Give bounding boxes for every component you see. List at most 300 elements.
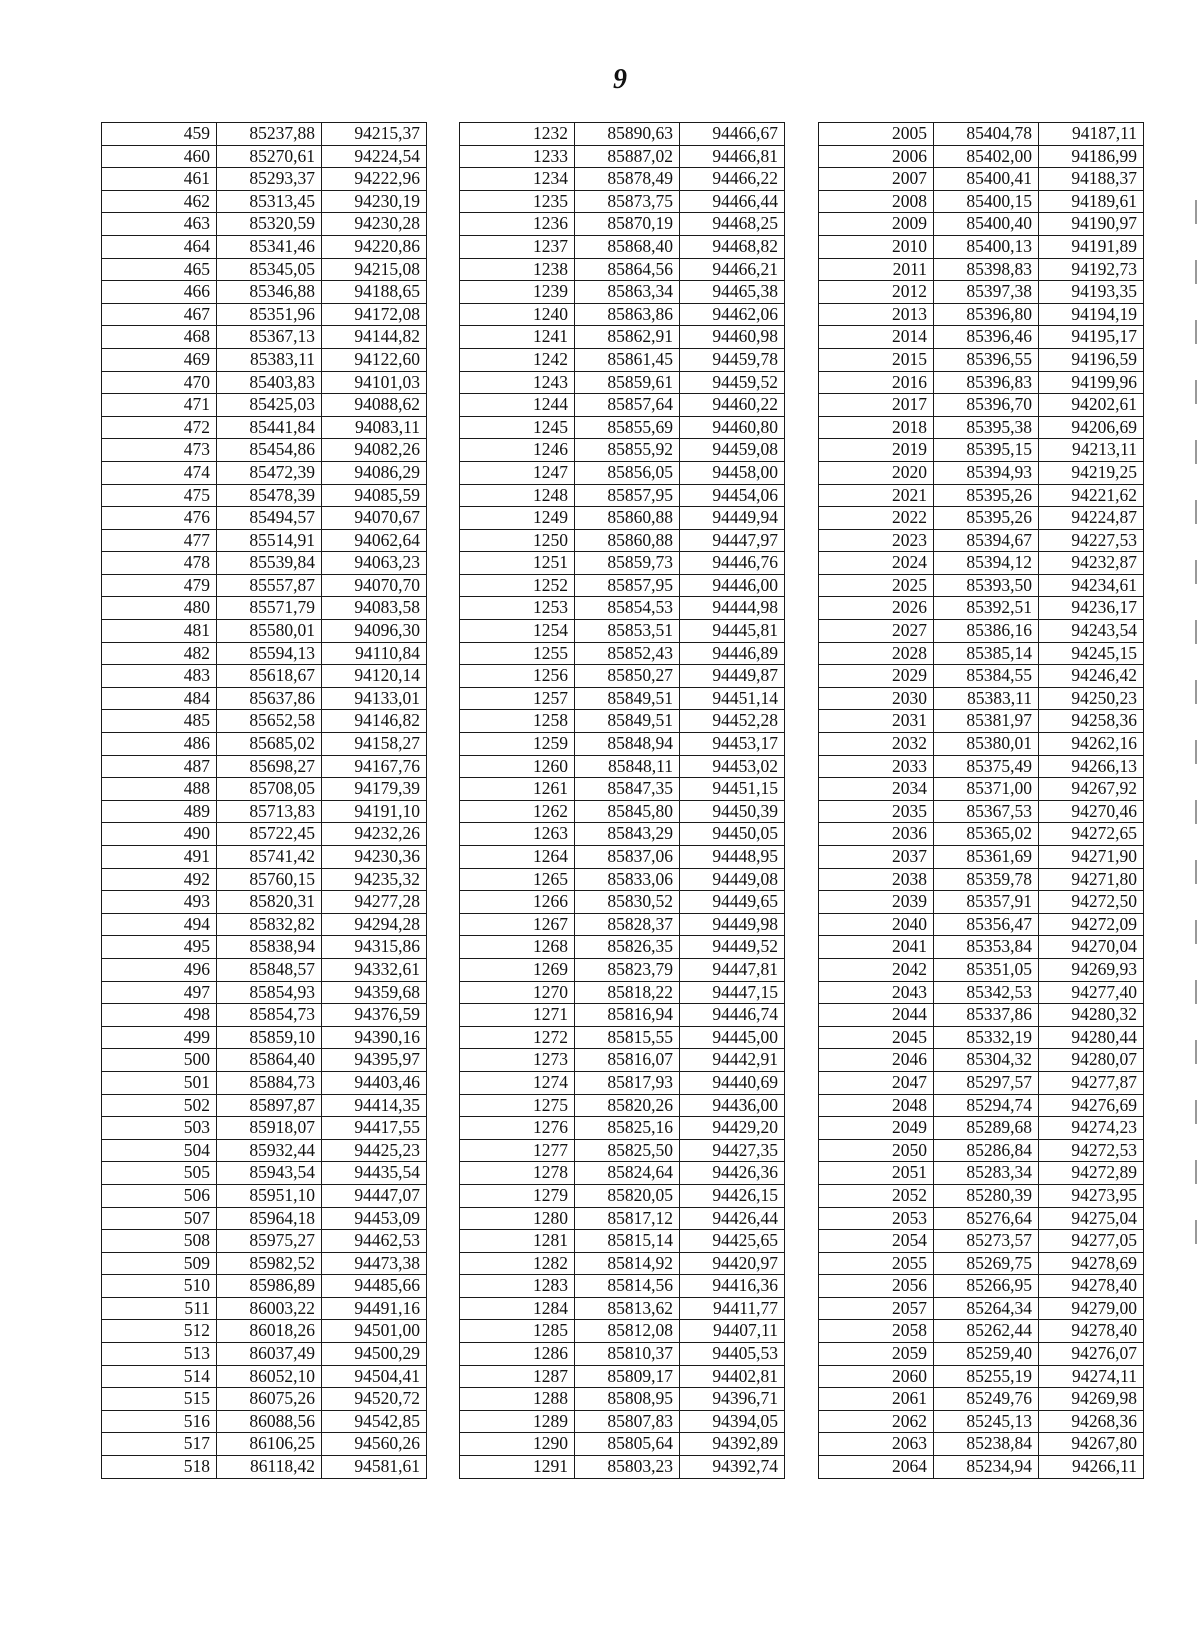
y-coordinate-cell: 94267,92 [1039,778,1144,801]
x-coordinate-cell: 85342,53 [934,981,1039,1004]
y-coordinate-cell: 94417,55 [322,1117,427,1140]
point-number-cell: 465 [102,258,217,281]
point-number-cell: 2018 [819,416,934,439]
y-coordinate-cell: 94269,98 [1039,1388,1144,1411]
table-row [460,1230,785,1253]
table-row [102,348,427,371]
point-number-cell: 1258 [460,710,575,733]
x-coordinate-cell: 85820,26 [575,1094,680,1117]
table-row [102,507,427,530]
coordinates-table-2 [459,122,785,1479]
point-number-cell: 484 [102,687,217,710]
point-number-cell: 489 [102,800,217,823]
table-row [102,755,427,778]
x-coordinate-cell: 85245,13 [934,1410,1039,1433]
y-coordinate-cell: 94426,15 [680,1184,785,1207]
table-row [819,800,1144,823]
table-row [460,1433,785,1456]
x-coordinate-cell: 85276,64 [934,1207,1039,1230]
table-row [102,461,427,484]
x-coordinate-cell: 85396,83 [934,371,1039,394]
point-number-cell: 1279 [460,1184,575,1207]
table-row [102,1388,427,1411]
table-row [102,258,427,281]
y-coordinate-cell: 94083,11 [322,416,427,439]
x-coordinate-cell: 85400,41 [934,168,1039,191]
y-coordinate-cell: 94396,71 [680,1388,785,1411]
y-coordinate-cell: 94425,23 [322,1139,427,1162]
point-number-cell: 1272 [460,1026,575,1049]
x-coordinate-cell: 85852,43 [575,642,680,665]
table-row [819,710,1144,733]
table-row [460,913,785,936]
y-coordinate-cell: 94453,09 [322,1207,427,1230]
x-coordinate-cell: 85837,06 [575,846,680,869]
table-row [102,190,427,213]
y-coordinate-cell: 94268,36 [1039,1410,1144,1433]
y-coordinate-cell: 94258,36 [1039,710,1144,733]
table-row [819,235,1144,258]
y-coordinate-cell: 94447,07 [322,1184,427,1207]
point-number-cell: 1236 [460,213,575,236]
point-number-cell: 1270 [460,981,575,1004]
point-number-cell: 471 [102,394,217,417]
x-coordinate-cell: 85857,95 [575,574,680,597]
x-coordinate-cell: 85975,27 [217,1230,322,1253]
table-row [819,1365,1144,1388]
point-number-cell: 505 [102,1162,217,1185]
y-coordinate-cell: 94272,50 [1039,891,1144,914]
table-row [102,552,427,575]
y-coordinate-cell: 94442,91 [680,1049,785,1072]
table-row [460,1388,785,1411]
point-number-cell: 513 [102,1343,217,1366]
x-coordinate-cell: 85843,29 [575,823,680,846]
x-coordinate-cell: 85266,95 [934,1275,1039,1298]
x-coordinate-cell: 85345,05 [217,258,322,281]
x-coordinate-cell: 85472,39 [217,461,322,484]
table-row [460,1207,785,1230]
y-coordinate-cell: 94083,58 [322,597,427,620]
table-row [819,620,1144,643]
y-coordinate-cell: 94449,08 [680,868,785,891]
table-row [460,123,785,146]
table-row [819,868,1144,891]
table-row [460,552,785,575]
x-coordinate-cell: 85816,94 [575,1004,680,1027]
table-row [819,687,1144,710]
y-coordinate-cell: 94446,89 [680,642,785,665]
point-number-cell: 1282 [460,1252,575,1275]
y-coordinate-cell: 94227,53 [1039,529,1144,552]
y-coordinate-cell: 94144,82 [322,326,427,349]
y-coordinate-cell: 94280,44 [1039,1026,1144,1049]
y-coordinate-cell: 94191,89 [1039,235,1144,258]
y-coordinate-cell: 94465,38 [680,281,785,304]
x-coordinate-cell: 85860,88 [575,529,680,552]
point-number-cell: 467 [102,303,217,326]
table-row [819,981,1144,1004]
y-coordinate-cell: 94158,27 [322,733,427,756]
point-number-cell: 518 [102,1456,217,1479]
y-coordinate-cell: 94062,64 [322,529,427,552]
table-row [102,913,427,936]
x-coordinate-cell: 85297,57 [934,1071,1039,1094]
table-row [819,733,1144,756]
x-coordinate-cell: 85817,12 [575,1207,680,1230]
point-number-cell: 2044 [819,1004,934,1027]
table-row [102,710,427,733]
table-row [460,733,785,756]
point-number-cell: 514 [102,1365,217,1388]
x-coordinate-cell: 85820,31 [217,891,322,914]
x-coordinate-cell: 85741,42 [217,846,322,869]
y-coordinate-cell: 94485,66 [322,1275,427,1298]
table-row [819,958,1144,981]
point-number-cell: 481 [102,620,217,643]
table-row [460,936,785,959]
point-number-cell: 464 [102,235,217,258]
x-coordinate-cell: 85828,37 [575,913,680,936]
point-number-cell: 2036 [819,823,934,846]
point-number-cell: 1283 [460,1275,575,1298]
point-number-cell: 1289 [460,1410,575,1433]
y-coordinate-cell: 94392,89 [680,1433,785,1456]
y-coordinate-cell: 94520,72 [322,1388,427,1411]
y-coordinate-cell: 94426,36 [680,1162,785,1185]
x-coordinate-cell: 86106,25 [217,1433,322,1456]
table-row [460,958,785,981]
table-row [102,958,427,981]
y-coordinate-cell: 94462,53 [322,1230,427,1253]
point-number-cell: 2049 [819,1117,934,1140]
point-number-cell: 2046 [819,1049,934,1072]
y-coordinate-cell: 94460,80 [680,416,785,439]
y-coordinate-cell: 94235,32 [322,868,427,891]
point-number-cell: 491 [102,846,217,869]
y-coordinate-cell: 94195,17 [1039,326,1144,349]
y-coordinate-cell: 94167,76 [322,755,427,778]
x-coordinate-cell: 85812,08 [575,1320,680,1343]
table-row [102,394,427,417]
point-number-cell: 1261 [460,778,575,801]
table-row [819,123,1144,146]
y-coordinate-cell: 94246,42 [1039,665,1144,688]
x-coordinate-cell: 85986,89 [217,1275,322,1298]
point-number-cell: 2017 [819,394,934,417]
point-number-cell: 2056 [819,1275,934,1298]
y-coordinate-cell: 94436,00 [680,1094,785,1117]
x-coordinate-cell: 85395,38 [934,416,1039,439]
point-number-cell: 493 [102,891,217,914]
table-row [102,213,427,236]
point-number-cell: 2026 [819,597,934,620]
point-number-cell: 497 [102,981,217,1004]
table-row [102,1094,427,1117]
point-number-cell: 1242 [460,348,575,371]
y-coordinate-cell: 94435,54 [322,1162,427,1185]
table-row [102,1139,427,1162]
x-coordinate-cell: 85652,58 [217,710,322,733]
table-row [102,1117,427,1140]
point-number-cell: 1249 [460,507,575,530]
table-row [819,1230,1144,1253]
x-coordinate-cell: 85383,11 [217,348,322,371]
x-coordinate-cell: 85813,62 [575,1297,680,1320]
table-row [460,168,785,191]
point-number-cell: 492 [102,868,217,891]
y-coordinate-cell: 94224,54 [322,145,427,168]
point-number-cell: 2060 [819,1365,934,1388]
x-coordinate-cell: 85862,91 [575,326,680,349]
point-number-cell: 2041 [819,936,934,959]
y-coordinate-cell: 94449,52 [680,936,785,959]
x-coordinate-cell: 85982,52 [217,1252,322,1275]
x-coordinate-cell: 85394,12 [934,552,1039,575]
x-coordinate-cell: 85454,86 [217,439,322,462]
table-row [102,1004,427,1027]
x-coordinate-cell: 85385,14 [934,642,1039,665]
x-coordinate-cell: 85367,53 [934,800,1039,823]
table-row [460,1275,785,1298]
y-coordinate-cell: 94230,28 [322,213,427,236]
point-number-cell: 472 [102,416,217,439]
y-coordinate-cell: 94277,28 [322,891,427,914]
scan-edge-mark [1195,200,1197,1260]
point-number-cell: 1268 [460,936,575,959]
point-number-cell: 517 [102,1433,217,1456]
point-number-cell: 1250 [460,529,575,552]
point-number-cell: 2055 [819,1252,934,1275]
x-coordinate-cell: 85808,95 [575,1388,680,1411]
x-coordinate-cell: 85494,57 [217,507,322,530]
point-number-cell: 1262 [460,800,575,823]
table-row [102,145,427,168]
x-coordinate-cell: 85273,57 [934,1230,1039,1253]
y-coordinate-cell: 94278,69 [1039,1252,1144,1275]
y-coordinate-cell: 94269,93 [1039,958,1144,981]
x-coordinate-cell: 85371,00 [934,778,1039,801]
point-number-cell: 479 [102,574,217,597]
x-coordinate-cell: 85873,75 [575,190,680,213]
point-number-cell: 1260 [460,755,575,778]
y-coordinate-cell: 94187,11 [1039,123,1144,146]
table-row [460,665,785,688]
x-coordinate-cell: 85722,45 [217,823,322,846]
x-coordinate-cell: 85918,07 [217,1117,322,1140]
table-row [460,800,785,823]
point-number-cell: 1247 [460,461,575,484]
table-row [460,484,785,507]
point-number-cell: 485 [102,710,217,733]
x-coordinate-cell: 85850,27 [575,665,680,688]
point-number-cell: 500 [102,1049,217,1072]
point-number-cell: 509 [102,1252,217,1275]
y-coordinate-cell: 94101,03 [322,371,427,394]
y-coordinate-cell: 94425,65 [680,1230,785,1253]
table-row [460,755,785,778]
x-coordinate-cell: 85539,84 [217,552,322,575]
x-coordinate-cell: 85964,18 [217,1207,322,1230]
point-number-cell: 483 [102,665,217,688]
point-number-cell: 478 [102,552,217,575]
y-coordinate-cell: 94276,69 [1039,1094,1144,1117]
point-number-cell: 476 [102,507,217,530]
x-coordinate-cell: 85857,95 [575,484,680,507]
point-number-cell: 515 [102,1388,217,1411]
point-number-cell: 2016 [819,371,934,394]
point-number-cell: 1288 [460,1388,575,1411]
x-coordinate-cell: 85847,35 [575,778,680,801]
x-coordinate-cell: 85859,10 [217,1026,322,1049]
x-coordinate-cell: 85580,01 [217,620,322,643]
x-coordinate-cell: 86118,42 [217,1456,322,1479]
table-row [460,823,785,846]
table-row [819,213,1144,236]
table-row [460,868,785,891]
y-coordinate-cell: 94449,65 [680,891,785,914]
table-row [102,1026,427,1049]
y-coordinate-cell: 94250,23 [1039,687,1144,710]
point-number-cell: 2038 [819,868,934,891]
table-row [460,597,785,620]
point-number-cell: 488 [102,778,217,801]
point-number-cell: 2029 [819,665,934,688]
x-coordinate-cell: 85824,64 [575,1162,680,1185]
table-row [102,936,427,959]
y-coordinate-cell: 94414,35 [322,1094,427,1117]
x-coordinate-cell: 85384,55 [934,665,1039,688]
x-coordinate-cell: 85289,68 [934,1117,1039,1140]
x-coordinate-cell: 85838,94 [217,936,322,959]
point-number-cell: 1275 [460,1094,575,1117]
table-row [460,1004,785,1027]
point-number-cell: 2053 [819,1207,934,1230]
y-coordinate-cell: 94542,85 [322,1410,427,1433]
x-coordinate-cell: 85863,86 [575,303,680,326]
y-coordinate-cell: 94266,11 [1039,1456,1144,1479]
point-number-cell: 1243 [460,371,575,394]
y-coordinate-cell: 94262,16 [1039,733,1144,756]
table-row [102,823,427,846]
table-row [460,1320,785,1343]
y-coordinate-cell: 94394,05 [680,1410,785,1433]
x-coordinate-cell: 85237,88 [217,123,322,146]
point-number-cell: 2051 [819,1162,934,1185]
x-coordinate-cell: 85380,01 [934,733,1039,756]
table-row [819,823,1144,846]
table-row [102,235,427,258]
x-coordinate-cell: 85293,37 [217,168,322,191]
table-row [460,348,785,371]
y-coordinate-cell: 94280,32 [1039,1004,1144,1027]
x-coordinate-cell: 85361,69 [934,846,1039,869]
x-coordinate-cell: 85861,45 [575,348,680,371]
x-coordinate-cell: 85856,05 [575,461,680,484]
table-row [102,371,427,394]
table-row [460,145,785,168]
x-coordinate-cell: 85304,32 [934,1049,1039,1072]
x-coordinate-cell: 85255,19 [934,1365,1039,1388]
x-coordinate-cell: 85815,55 [575,1026,680,1049]
point-number-cell: 498 [102,1004,217,1027]
table-row [460,1026,785,1049]
table-row [819,1343,1144,1366]
x-coordinate-cell: 85868,40 [575,235,680,258]
point-number-cell: 2034 [819,778,934,801]
point-number-cell: 470 [102,371,217,394]
y-coordinate-cell: 94215,37 [322,123,427,146]
table-row [102,326,427,349]
point-number-cell: 2024 [819,552,934,575]
table-row [819,416,1144,439]
x-coordinate-cell: 85286,84 [934,1139,1039,1162]
table-row [102,529,427,552]
y-coordinate-cell: 94172,08 [322,303,427,326]
y-coordinate-cell: 94179,39 [322,778,427,801]
y-coordinate-cell: 94063,23 [322,552,427,575]
y-coordinate-cell: 94454,06 [680,484,785,507]
x-coordinate-cell: 85855,92 [575,439,680,462]
point-number-cell: 2008 [819,190,934,213]
y-coordinate-cell: 94446,00 [680,574,785,597]
x-coordinate-cell: 85398,83 [934,258,1039,281]
table-row [102,1365,427,1388]
point-number-cell: 1284 [460,1297,575,1320]
table-row [819,461,1144,484]
point-number-cell: 516 [102,1410,217,1433]
table-row [102,1049,427,1072]
table-row [102,1184,427,1207]
point-number-cell: 1264 [460,846,575,869]
y-coordinate-cell: 94192,73 [1039,258,1144,281]
x-coordinate-cell: 85341,46 [217,235,322,258]
y-coordinate-cell: 94581,61 [322,1456,427,1479]
y-coordinate-cell: 94450,39 [680,800,785,823]
point-number-cell: 1290 [460,1433,575,1456]
x-coordinate-cell: 85571,79 [217,597,322,620]
table-row [819,484,1144,507]
table-row [102,846,427,869]
y-coordinate-cell: 94448,95 [680,846,785,869]
x-coordinate-cell: 85618,67 [217,665,322,688]
y-coordinate-cell: 94276,07 [1039,1343,1144,1366]
x-coordinate-cell: 85396,70 [934,394,1039,417]
point-number-cell: 459 [102,123,217,146]
y-coordinate-cell: 94416,36 [680,1275,785,1298]
x-coordinate-cell: 85815,14 [575,1230,680,1253]
y-coordinate-cell: 94426,44 [680,1207,785,1230]
table-row [460,687,785,710]
y-coordinate-cell: 94446,76 [680,552,785,575]
y-coordinate-cell: 94243,54 [1039,620,1144,643]
y-coordinate-cell: 94188,65 [322,281,427,304]
table-row [460,1162,785,1185]
x-coordinate-cell: 85402,00 [934,145,1039,168]
x-coordinate-cell: 85337,86 [934,1004,1039,1027]
x-coordinate-cell: 85403,83 [217,371,322,394]
point-number-cell: 461 [102,168,217,191]
x-coordinate-cell: 85375,49 [934,755,1039,778]
x-coordinate-cell: 85848,57 [217,958,322,981]
point-number-cell: 2058 [819,1320,934,1343]
x-coordinate-cell: 85932,44 [217,1139,322,1162]
x-coordinate-cell: 85897,87 [217,1094,322,1117]
table-row [819,1004,1144,1027]
point-number-cell: 494 [102,913,217,936]
point-number-cell: 2006 [819,145,934,168]
table-row [460,258,785,281]
